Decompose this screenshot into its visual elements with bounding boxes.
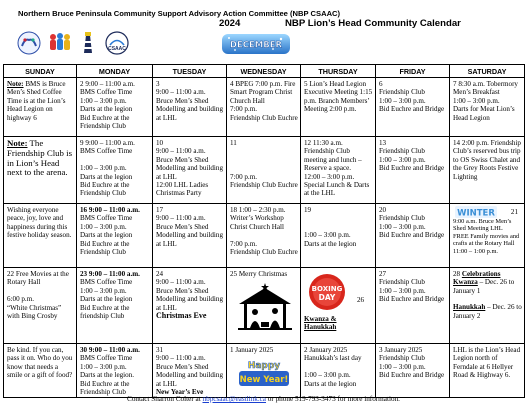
organization-name: Northern Bruce Peninsula Community Support Advisory Action Committee (NBP CSAAC) (18, 9, 341, 18)
boxing-day-text-1: BOXING (311, 285, 343, 293)
day-text: 27 Friendship Club 1:00 – 3:00 p.m. Bid Euchre and Bridge (379, 270, 445, 304)
day-cell (153, 344, 227, 398)
day-cell (376, 204, 450, 268)
day-text: 14 2:00 p.m. Friendship Club’s reserved bus trip to OS Swiss Chalet and the Grey Roots Festive Lighting (453, 139, 521, 181)
calendar-year: 2024 (219, 18, 241, 29)
kwanza-hanukkah-label: Kwanza & Hanukkah (304, 315, 337, 332)
weekday-friday: FRIDAY (376, 65, 450, 78)
week-row (4, 204, 525, 268)
day-cell (301, 78, 376, 137)
winter-badge (455, 206, 497, 218)
day-cell (153, 204, 227, 268)
day-text: 4 BPEG 7:00 p.m. Fire Smart Program Christ Church Hall 7:00 p.m. Friendship Club Euchre (230, 80, 298, 122)
day-text: BMS Coffee Time 1:00 – 3:00 p.m. Darts at the legion. Bid Euchre at the Friendship Club (80, 354, 134, 397)
day-cell (450, 344, 525, 398)
day-cell (227, 204, 301, 268)
day-text: 20 Friendship Club 1:00 – 3:00 p.m. Bid Euchre and Bridge (379, 206, 445, 240)
day-text: 19 1:00 – 3:00 p.m. Darts at the legion (304, 206, 357, 248)
day-lead: 30 9:00 – 11:00 a.m. (80, 346, 140, 354)
kwanza-dates: – Dec. 26 to January 1 (453, 278, 515, 295)
week-row (4, 268, 525, 344)
day-text: 1 January 2025 (230, 346, 274, 354)
day-cell (227, 137, 301, 204)
day-text: 9 9:00 – 11:00 a.m. BMS Coffee Time 1:00 – 3:00 p.m. Darts at the legion Bid Euchre at the Friendship Club (80, 139, 135, 198)
day-cell (4, 268, 77, 344)
day-cell (77, 78, 153, 137)
note-text: BMS is Bruce Men’s Shed Coffee Time is at the Lion’s Head Legion on highway 6 (7, 80, 66, 122)
day-text: 11 7:00 p.m. Friendship Club Euchre (230, 139, 298, 190)
day-text: 7 8:30 a.m. Tobermory Men’s Breakfast 1:00 – 3:00 p.m. Darts for Meat Lion’s Head Legion (453, 80, 518, 122)
day-cell (4, 137, 77, 204)
day-text: 2 January 2025 Hanukkah’s last day 1:00 – 3:00 p.m. Darts at the legion (304, 346, 362, 388)
day-cell (153, 268, 227, 344)
note-text: The Friendship Club is in Lion’s Head next to the arena. (7, 138, 73, 178)
day-text: 12 11:30 a.m. Friendship Club meeting and lunch – Reserve a space. 12:00 – 3:00 p.m. Special Lunch & Darts at the LHL (304, 139, 370, 198)
happy-new-year-icon (236, 356, 292, 390)
day-cell (77, 268, 153, 344)
day-cell (301, 137, 376, 204)
people-logo (45, 30, 75, 61)
week-row (4, 137, 525, 204)
weekday-sunday: SUNDAY (4, 65, 77, 78)
day-cell (376, 78, 450, 137)
hanukkah-label: Hanukkah (453, 303, 486, 312)
day-cell (301, 268, 376, 344)
day-cell (450, 137, 525, 204)
week-row (4, 78, 525, 137)
day-cell (227, 344, 301, 398)
calendar-header (0, 0, 527, 62)
day-text: 17 9:00 – 11:00 a.m. Bruce Men’s Shed Modelling and building at LHL (156, 206, 223, 248)
day-lead: 16 9:00 – 11:00 a.m. (80, 206, 140, 214)
note-label: Note: (7, 80, 24, 88)
happy-text: Happy (247, 361, 281, 371)
day-text: 5 Lion’s Head Legion Executive Meeting 1:15 p.m. Branch Members’ Meeting 2:00 p.m. (304, 80, 373, 114)
day-cell (4, 344, 77, 398)
day-cell (227, 78, 301, 137)
day-cell (4, 78, 77, 137)
day-cell (4, 204, 77, 268)
christmas-eve-label: Christmas Eve (156, 311, 207, 321)
week-row (4, 344, 525, 398)
day-cell (376, 344, 450, 398)
day-cell (153, 78, 227, 137)
day-number: 26 (357, 296, 365, 304)
hanukkah-dates: – Dec. 26 to January 2 (453, 303, 522, 320)
day-text: 25 Merry Christmas (230, 270, 288, 278)
day-text: BMS Coffee Time 1:00 – 3:00 p.m. Darts at the legion Bid Euchre at the friendship Club (80, 278, 133, 321)
day-cell (450, 78, 525, 137)
winter-badge-text: WINTER (457, 208, 495, 218)
footer-suffix: or phone 519-793-3473 for more information. (266, 395, 400, 403)
day-text: 3 January 2025 Friendship Club 1:00 – 3:00 p.m. Bid Euchre and Bridge (379, 346, 445, 380)
nativity-icon (235, 282, 295, 332)
weekday-tuesday: TUESDAY (153, 65, 227, 78)
hands-logo (16, 31, 42, 60)
month-banner (221, 33, 291, 55)
day-cell (450, 268, 525, 344)
day-text: 10 9:00 – 11:00 a.m. Bruce Men’s Shed Modelling and building at LHL 12:00 LHL Ladies Christmas Party (156, 139, 223, 198)
weekday-wednesday: WEDNESDAY (227, 65, 301, 78)
day-cell (77, 204, 153, 268)
footer-prefix: Contact Sharron Colter at (127, 395, 203, 403)
day-number: 28 (453, 270, 461, 278)
calendar-title: NBP Lion’s Head Community Calendar (285, 18, 461, 29)
new-years-eve-label: New Year’s Eve (156, 388, 204, 397)
day-cell (376, 137, 450, 204)
contact-email-link[interactable]: nbpcsaac@eastlink.ca (202, 395, 266, 403)
day-text: 22 Free Movies at the Rotary Hall 6:00 p.m. “White Christmas” with Bing Crosby (7, 270, 69, 321)
day-cell (227, 268, 301, 344)
weekday-saturday: SATURDAY (450, 65, 525, 78)
day-cell (77, 344, 153, 398)
day-text: 31 9:00 – 11:00 a.m. Bruce Men’s Shed Modelling and building at LHL (156, 346, 223, 388)
day-text: BMS Coffee Time 1:00 – 3:00 p.m. Darts at the legion Bid Euchre at the Friendship Club (80, 214, 133, 257)
day-number: 21 (510, 208, 518, 216)
day-text: Wishing everyone peace, joy, love and happiness during this festive holiday season. (7, 206, 72, 240)
csaac-logo-text: CSAAC (108, 46, 126, 52)
day-text: Be kind. If you can, pass it on. Who do you know that needs a smile or a gift of food? (7, 346, 73, 380)
day-cell (153, 137, 227, 204)
day-text: 18 1:00 – 2:30 p.m. Writer’s Workshop Christ Church Hall 7:00 p.m. Friendship Club Euchre (230, 206, 298, 257)
weekday-header-row (4, 65, 525, 78)
day-cell (301, 204, 376, 268)
day-cell (301, 344, 376, 398)
day-text: 2 9:00 – 11:00 a.m. BMS Coffee Time 1:00 – 3:00 p.m. Darts at the legion Bid Euchre at the Friendship Club (80, 80, 135, 131)
day-text: 24 9:00 – 11:00 a.m. Bruce Men’s Shed Modelling and building at LHL (156, 270, 223, 312)
calendar-grid (3, 64, 525, 398)
day-cell (77, 137, 153, 204)
celebrations-heading: Celebrations (461, 270, 501, 278)
month-name: DECEMBER (229, 40, 283, 51)
weekday-monday: MONDAY (77, 65, 153, 78)
day-text: 13 Friendship Club 1:00 – 3:00 p.m. Bid Euchre and Bridge (379, 139, 445, 173)
boxing-day-icon (307, 272, 347, 312)
day-cell (450, 204, 525, 268)
day-text: 3 9:00 – 11:00 a.m. Bruce Men’s Shed Modelling and building at LHL (156, 80, 223, 122)
day-text: 9:00 a.m. Bruce Men’s Shed Meeting LHL FREE Family movies and crafts at the Rotary Hall 11:00 – 1:00 p.m. (453, 218, 520, 255)
lighthouse-logo (79, 31, 97, 60)
kwanza-label: Kwanza (453, 278, 478, 287)
new-year-text: New Year! (239, 375, 289, 385)
note-label: Note: (7, 138, 28, 148)
weekday-thursday: THURSDAY (301, 65, 376, 78)
day-text: LHL is the Lion’s Head Legion north of Ferndale at 6 Hellyer Road & Highway 6. (453, 346, 521, 380)
csaac-logo (102, 31, 132, 60)
day-text: 6 Friendship Club 1:00 – 3:00 p.m. Bid Euchre and Bridge (379, 80, 445, 114)
day-cell (376, 268, 450, 344)
contact-footer (0, 395, 527, 403)
day-lead: 23 9:00 – 11:00 a.m. (80, 270, 140, 278)
boxing-day-text-2: DAY (318, 293, 336, 302)
